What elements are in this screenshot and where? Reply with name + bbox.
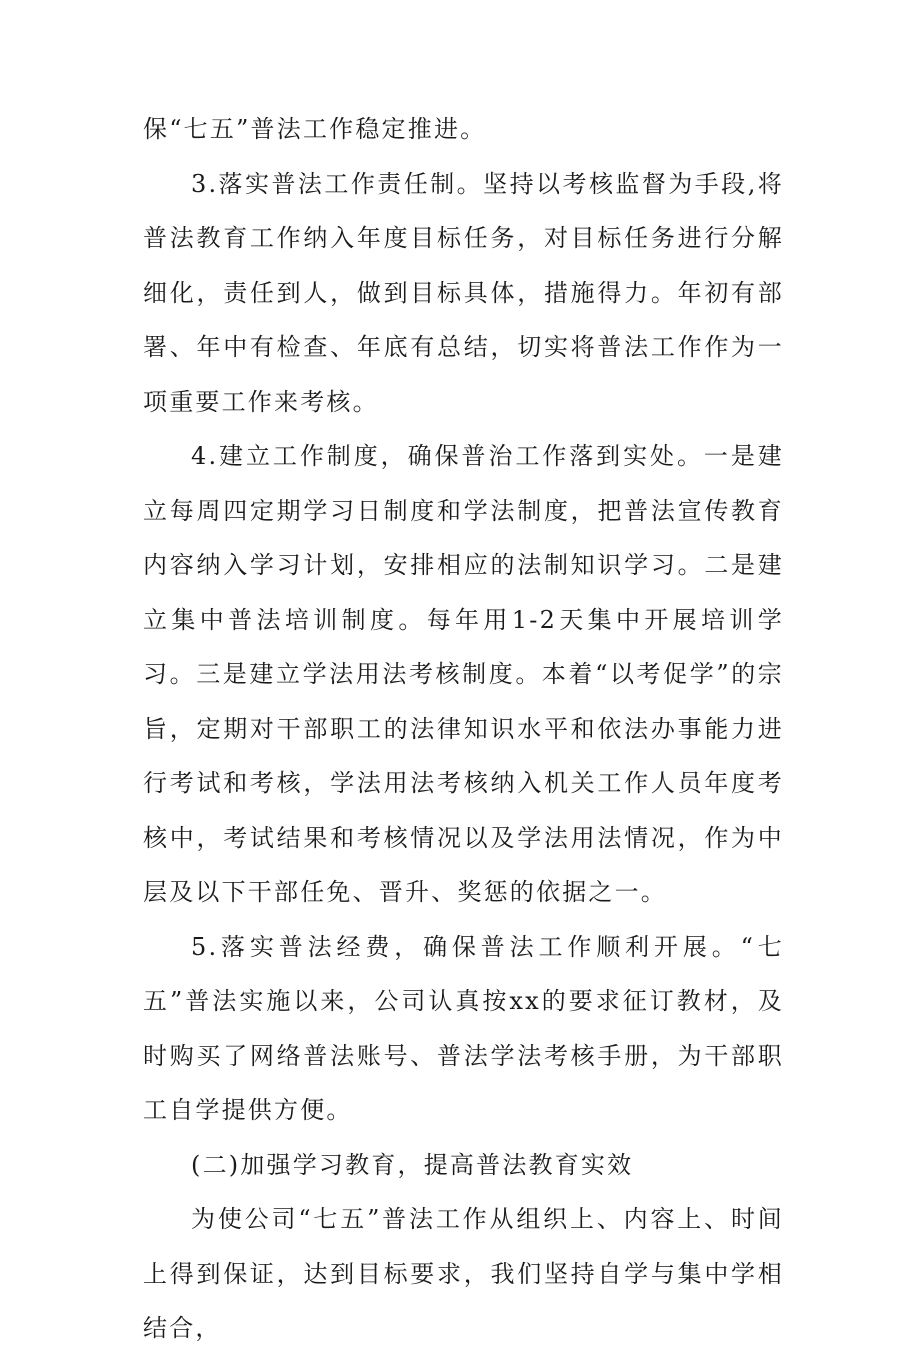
paragraph-section-intro: 为使公司“七五”普法工作从组织上、内容上、时间上得到保证，达到目标要求，我们坚持自学与集中学相结合， (143, 1205, 784, 1342)
section-subheading: (二)加强学习教育，提高普法教育实效 (191, 1150, 634, 1179)
paragraph-item-4: 4.建立工作制度，确保普治工作落到实处。一是建立每周四定期学习日制度和学法制度，把普法宣传教育内容纳入学习计划，安排相应的法制知识学习。二是建立集中普法培训制度。每年用1-2天集中开展培训学习。三是建立学法用法考核制度。本着“以考促学”的宗旨，定期对干部职工的法律知识水平和依法办事能力进行考试和考核，学法用法考核纳入机关工作人员年度考核中，考试结果和考核情况以及学法用法情况，作为中层及以下干部任免、晋升、奖惩的依据之一。 (143, 442, 784, 906)
paragraph-continuation: 保“七五”普法工作稳定推进。 (143, 115, 487, 143)
paragraph-item-5: 5.落实普法经费，确保普法工作顺利开展。“七五”普法实施以来，公司认真按xx的要求征订教材，及时购买了网络普法账号、普法学法考核手册，为干部职工自学提供方便。 (143, 932, 784, 1124)
paragraph-item-3: 3.落实普法工作责任制。坚持以考核监督为手段,将普法教育工作纳入年度目标任务，对目标任务进行分解细化，责任到人，做到目标具体，措施得力。年初有部署、年中有检查、年底有总结，切实将普法工作作为一项重要工作来考核。 (143, 169, 784, 416)
